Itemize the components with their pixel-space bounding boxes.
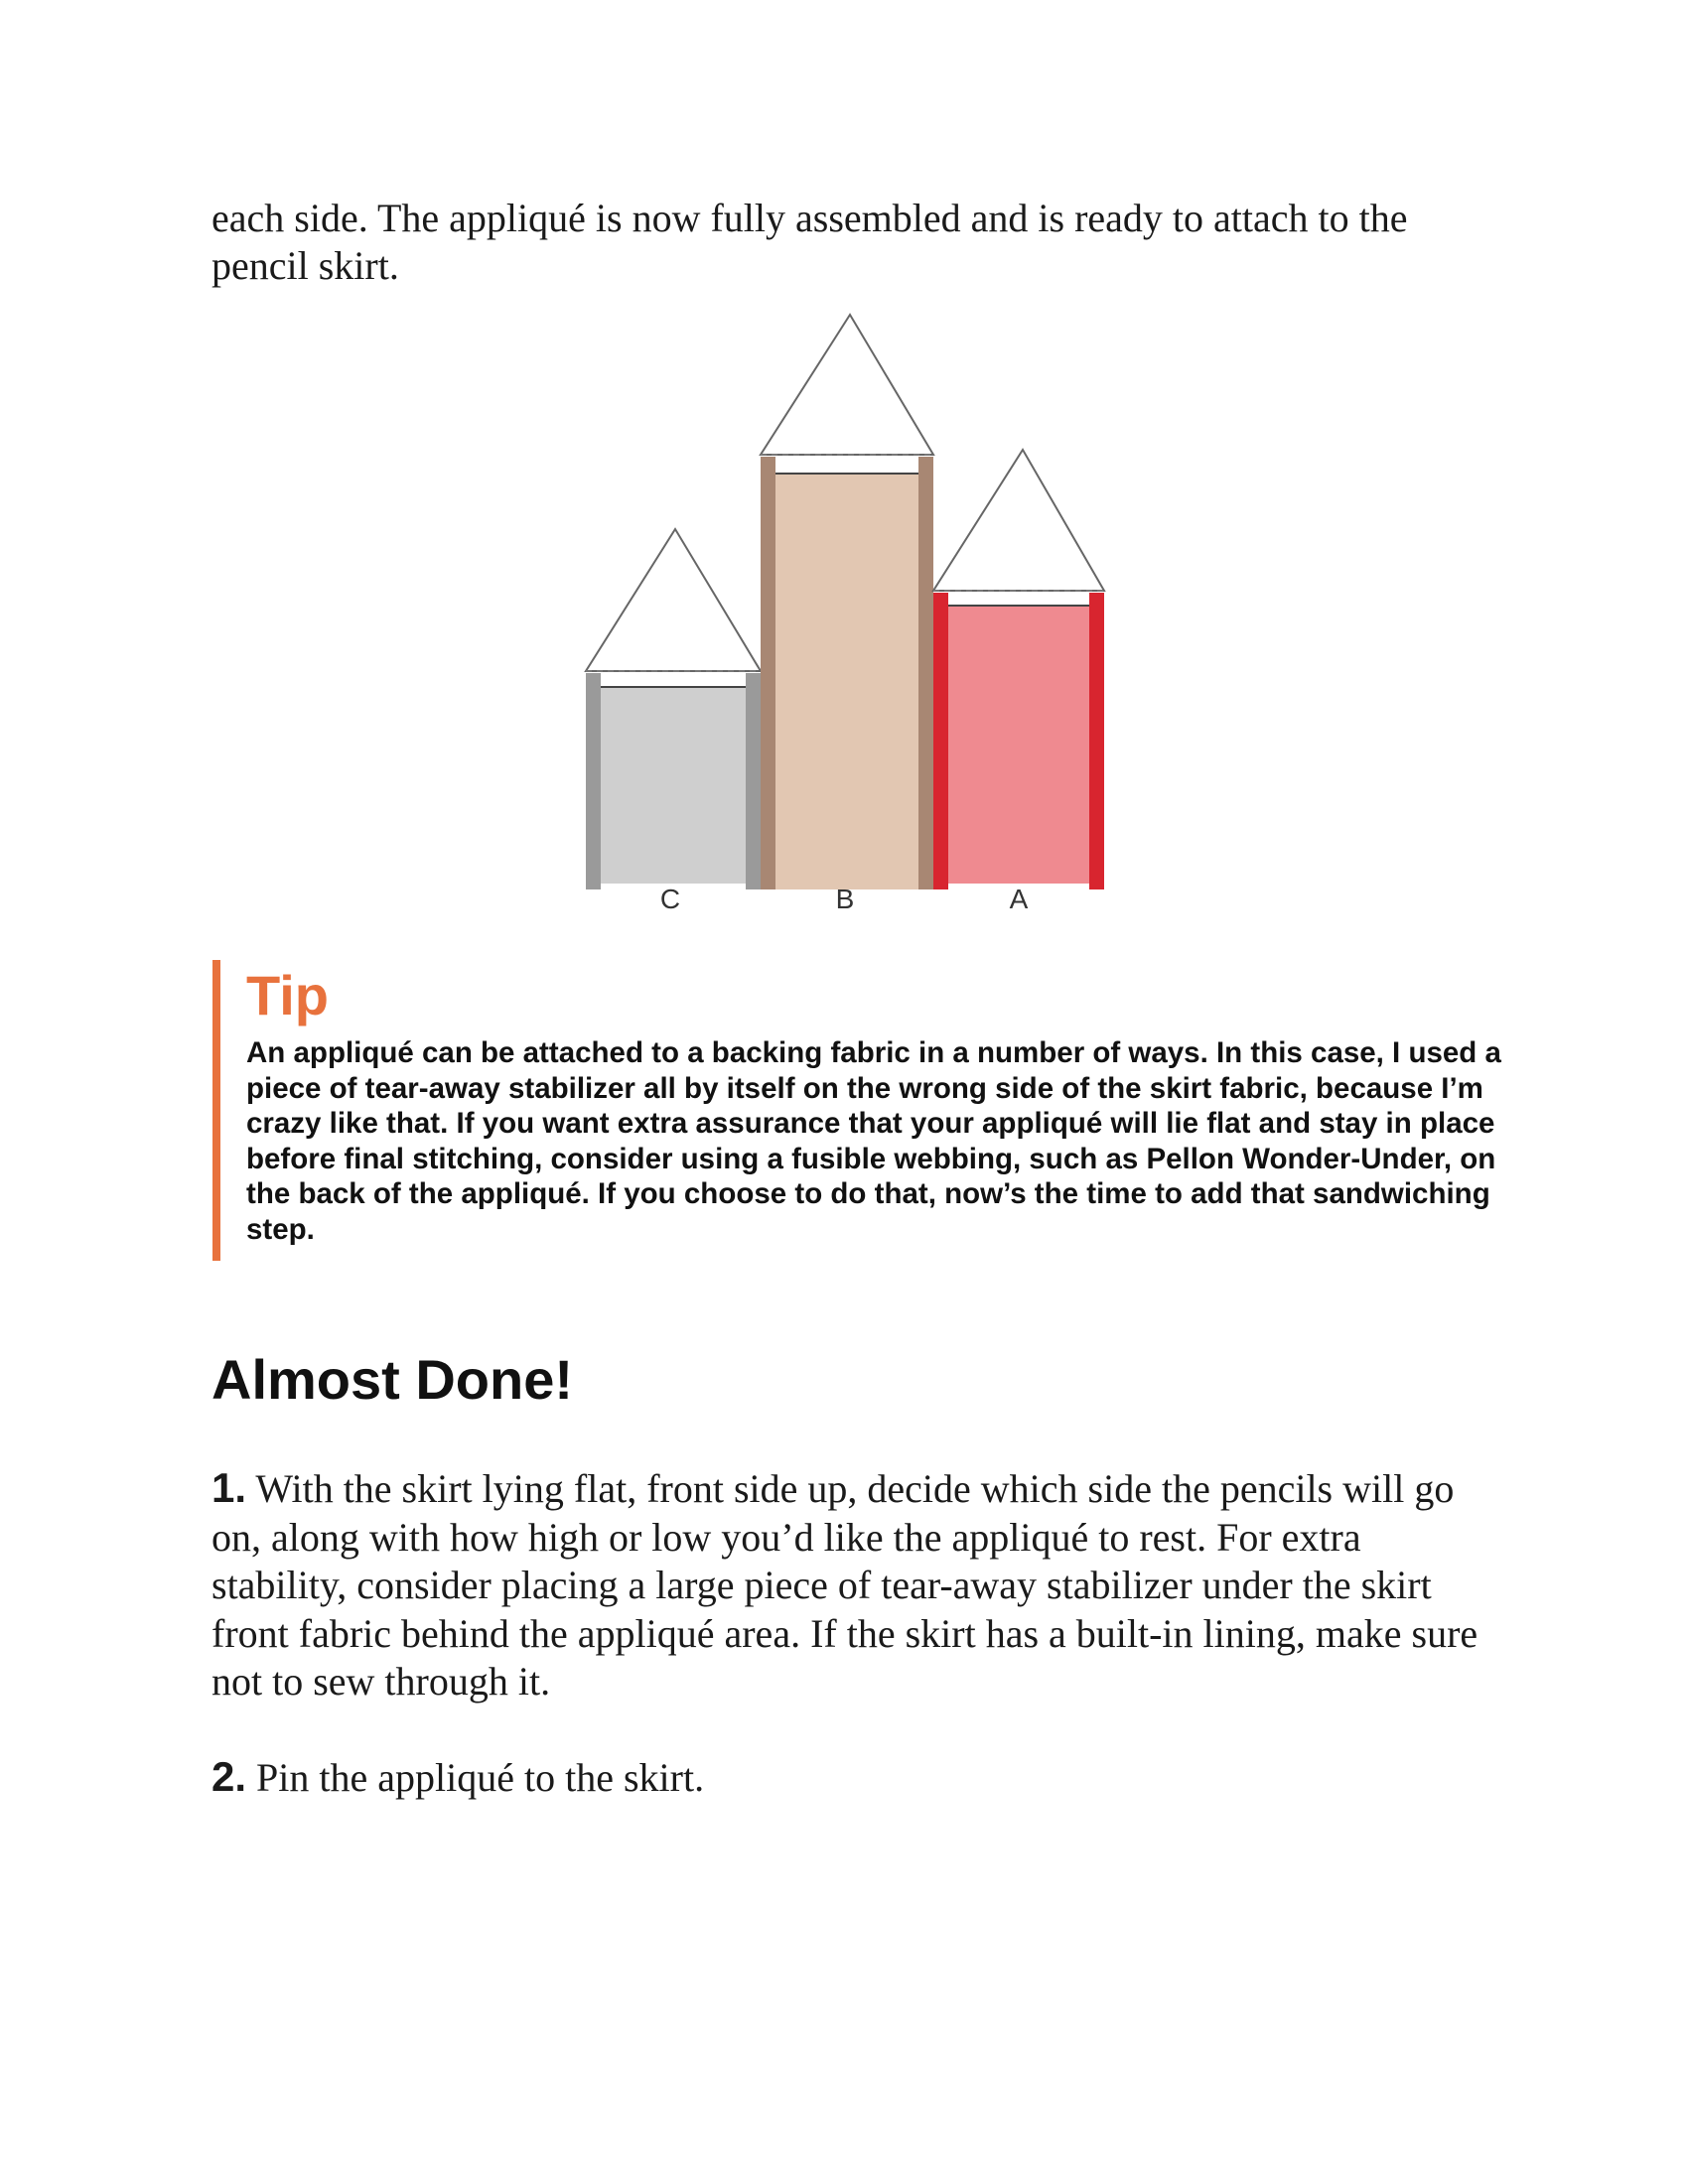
pencil-a-label: A [1009,884,1029,914]
pencil-c-tip [586,529,761,671]
step-1-text: With the skirt lying flat, front side up, decide which side the pencils will go on, along with how high or low you’d like the appliqué to rest. For extra stability, consider placing a large piece of tear-away stabilizer under the skirt front fabric behind the appliqué area. If the skirt has a built-in lining, make sure not to sew through it. [211,1466,1478,1704]
pencil-c-label: C [659,884,681,914]
tip-callout [212,960,1503,1261]
pencil-applique-figure [576,308,1112,923]
pencil-a-body [948,606,1089,884]
pencil-b-edge-left [761,457,775,889]
intro-paragraph: each side. The appliqué is now fully assembled and is ready to attach to the pencil skirt. [211,196,1408,288]
step-1 [211,1464,1502,1706]
step-1-number: 1. [211,1464,247,1511]
step-2-text: Pin the appliqué to the skirt. [256,1755,705,1800]
pencil-c [586,529,761,914]
pencil-a [933,450,1104,914]
pencil-b-edge-right [918,457,933,889]
pencil-c-body [601,687,746,884]
pencil-b-body [775,474,918,889]
pencil-c-edge-left [586,673,601,889]
pencil-applique-diagram [576,308,1112,923]
pencil-a-edge-left [933,593,948,889]
tip-body: An appliqué can be attached to a backing fabric in a number of ways. In this case, I used a piece of tear-away stabilizer all by itself on the wrong side of the skirt fabric, because I’m crazy like that. If you want extra assurance that your appliqué will lie flat and stay in place before final stitching, consider using a fusible webbing, such as Pellon Wonder-Under, on the back of the appliqué. If you choose to do that, now’s the time to add that sandwiching step. [246,1036,1501,1246]
pencil-a-tip [933,450,1104,591]
section-heading: Almost Done! [211,1348,573,1411]
pencil-c-edge-right [746,673,761,889]
pencil-b-tip [761,315,933,455]
pencil-a-edge-right [1089,593,1104,889]
step-2-number: 2. [211,1753,247,1800]
pencil-b [761,315,933,914]
tip-title: Tip [246,964,329,1026]
pencil-b-label: B [835,884,855,914]
step-2 [211,1753,1502,1803]
